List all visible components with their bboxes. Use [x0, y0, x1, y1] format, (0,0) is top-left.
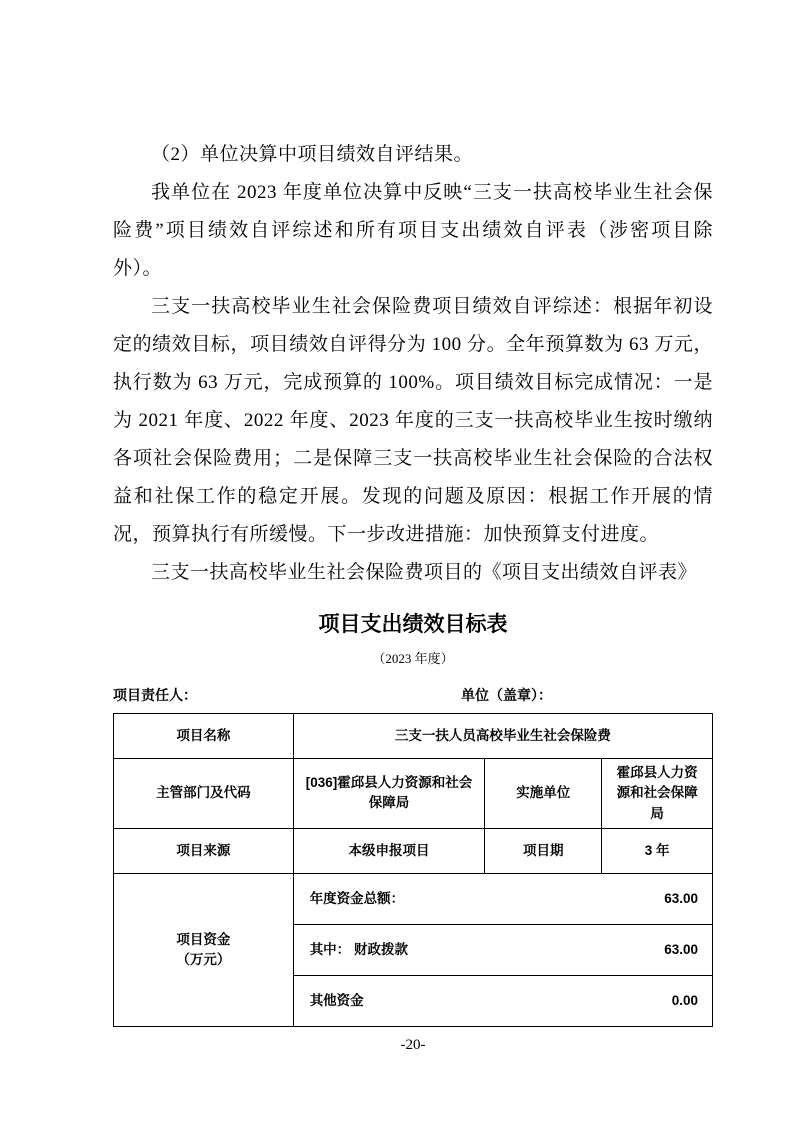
- project-name-label: 项目名称: [114, 714, 294, 759]
- department-label: 主管部门及代码: [114, 759, 294, 829]
- implementing-unit-label: 实施单位: [485, 759, 602, 829]
- performance-goal-table: [113, 713, 713, 1027]
- fund-fiscal-label: 其中： 财政拨款: [309, 941, 408, 957]
- fund-fiscal-cell: [293, 924, 712, 975]
- project-name-value: 三支一扶人员高校毕业生社会保险费: [293, 714, 712, 759]
- fund-total-cell: [293, 873, 712, 924]
- unit-seal-label: 单位（盖章）：: [461, 687, 552, 703]
- table-row-source: [114, 828, 713, 873]
- paragraph-body: 我单位在 2023 年度单位决算中反映“三支一扶高校毕业生社会保险费”项目绩效自评综述和所有项目支出绩效自评表（涉密项目除外）。: [113, 182, 713, 279]
- table-row-department: [114, 759, 713, 829]
- fund-other-cell: [293, 975, 712, 1026]
- implementing-unit-value: 霍邱县人力资源和社会保障局: [602, 759, 713, 829]
- fund-other-label: 其他资金: [309, 992, 364, 1008]
- fund-total-value: 63.00: [664, 890, 698, 906]
- project-funds-label-line1: 项目资金: [176, 931, 231, 947]
- project-period-value: 3 年: [602, 828, 713, 873]
- table-year-subtitle: （2023 年度）: [372, 651, 454, 666]
- project-source-label: 项目来源: [114, 828, 294, 873]
- table-title: 项目支出绩效目标表: [318, 613, 508, 636]
- paragraph-heading: （2）单位决算中项目绩效自评结果。: [151, 144, 474, 165]
- project-period-label: 项目期: [485, 828, 602, 873]
- page-number: -20-: [400, 1036, 426, 1053]
- signature-row: [113, 685, 713, 705]
- table-row-project-name: [114, 714, 713, 759]
- project-source-value: 本级申报项目: [293, 828, 485, 873]
- paragraph-body: 三支一扶高校毕业生社会保险费项目绩效自评综述：根据年初设定的绩效目标，项目绩效自评得分为 100 分。全年预算数为 63 万元，执行数为 63 万元，完成预算的 100%。项目绩效目标完成情况：一是为 2021 年度、2022 年度、2023 年度的三支一扶高校毕业生按时缴纳各项社会保险费用；二是保障三支一扶高校毕业生社会保险的合法权益和社保工作的稳定开展。发现的问题及原因：根据工作开展的情况，预算执行有所缓慢。下一步改进措施：加快预算支付进度。: [113, 296, 713, 545]
- table-row-fund-total: [114, 873, 713, 924]
- responsible-person-label: 项目责任人：: [113, 687, 197, 703]
- project-funds-label-line2: （万元）: [176, 951, 231, 967]
- fund-total-label: 年度资金总额：: [309, 890, 405, 906]
- fund-other-value: 0.00: [671, 992, 698, 1008]
- fund-fiscal-value: 63.00: [664, 941, 698, 957]
- department-value: [036]霍邱县人力资源和社会保障局: [293, 759, 485, 829]
- project-funds-label: [114, 873, 294, 1026]
- paragraph-body: 三支一扶高校毕业生社会保险费项目的《项目支出绩效自评表》: [151, 562, 698, 583]
